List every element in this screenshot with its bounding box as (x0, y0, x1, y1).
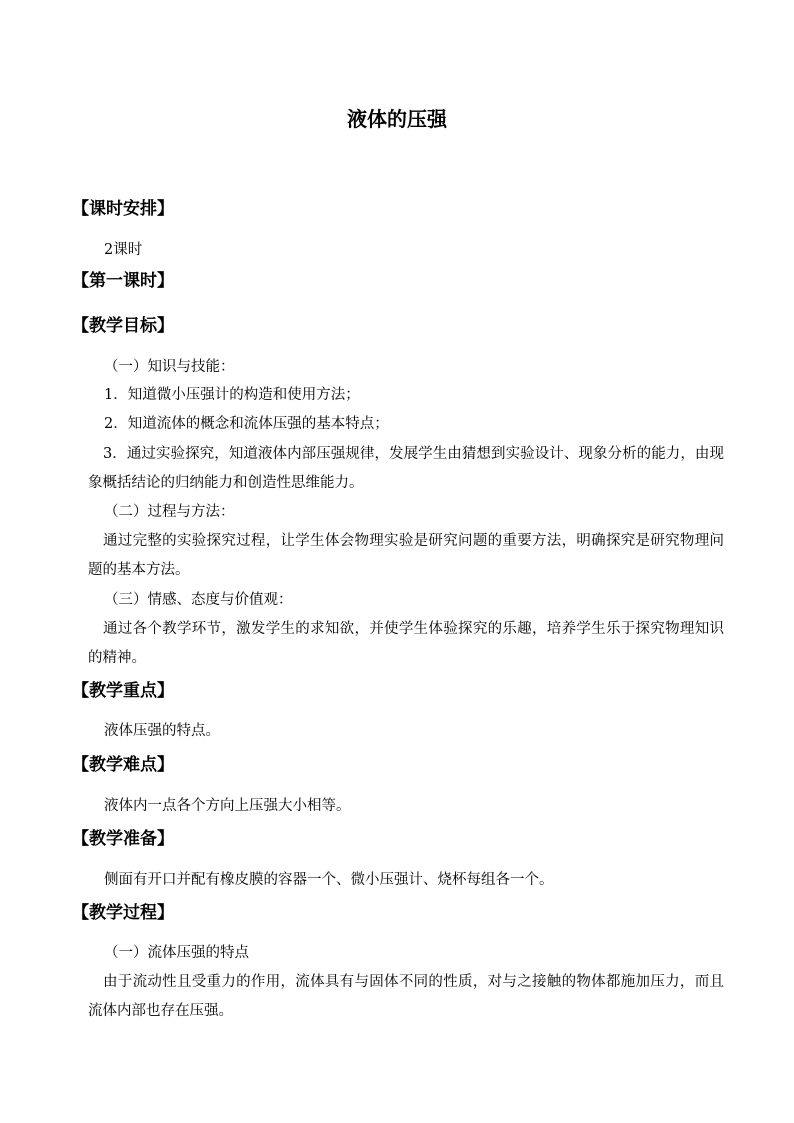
schedule-text: 2课时 (104, 242, 143, 258)
process-part1-title: （一）流体压强的特点 (104, 945, 249, 961)
preparation-text: 侧面有开口并配有橡皮膜的容器一个、微小压强计、烧杯每组各一个。 (104, 872, 554, 888)
heading-difficulties: 【教学难点】 (72, 755, 174, 775)
difficulties-text: 液体内一点各个方向上压强大小相等。 (104, 798, 351, 814)
heading-first-lesson: 【第一课时】 (72, 271, 174, 291)
objective-item-2: 2．知道流体的概念和流体压强的基本特点； (104, 416, 389, 432)
process-part1-text: 由于流动性且受重力的作用，流体具有与固体不同的性质，对与之接触的物体都施加压力，而且流体内部也存在压强。 (88, 974, 724, 1019)
objective-item-3: 3．通过实验探究，知道液体内部压强规律，发展学生由猜想到实验设计、现象分析的能力，由现象概括结论的归纳能力和创造性思维能力。 (88, 446, 724, 491)
objectives-part3-text: 通过各个教学环节，激发学生的求知欲，并使学生体验探究的乐趣，培养学生乐于探究物理知识的精神。 (88, 621, 724, 666)
objectives-part2-title: （二）过程与方法： (104, 504, 235, 520)
heading-schedule: 【课时安排】 (72, 199, 174, 219)
objectives-part2-text: 通过完整的实验探究过程，让学生体会物理实验是研究问题的重要方法，明确探究是研究物理问题的基本方法。 (88, 533, 724, 578)
objectives-part1-title: （一）知识与技能： (104, 359, 235, 375)
heading-objectives: 【教学目标】 (72, 316, 174, 336)
heading-key-points: 【教学重点】 (72, 681, 174, 701)
objectives-part3-title: （三）情感、态度与价值观： (104, 592, 293, 608)
objective-item-1: 1．知道微小压强计的构造和使用方法； (104, 387, 360, 403)
heading-process: 【教学过程】 (72, 903, 174, 923)
page-title: 液体的压强 (347, 107, 447, 131)
heading-preparation: 【教学准备】 (72, 829, 174, 849)
key-points-text: 液体压强的特点。 (104, 723, 220, 739)
